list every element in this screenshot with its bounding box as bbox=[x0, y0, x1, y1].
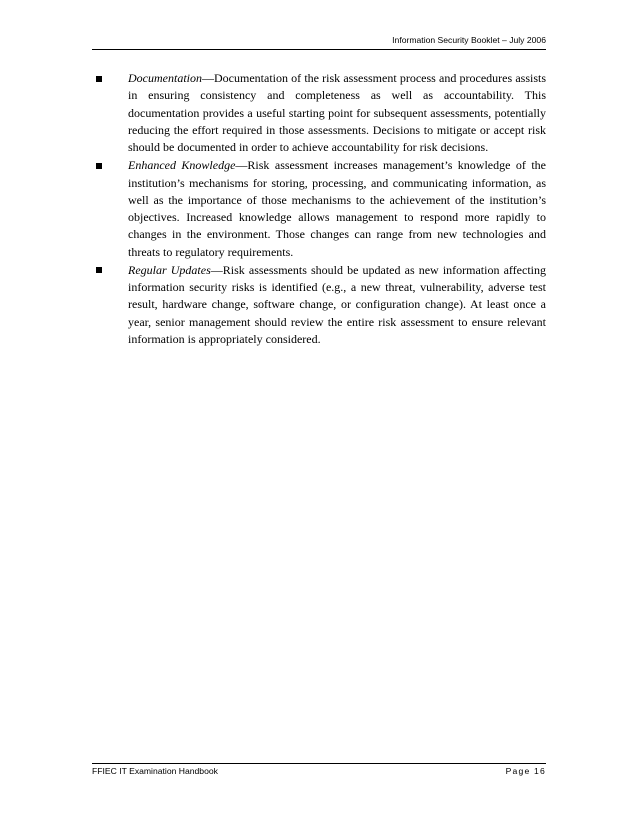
bullet-term: Enhanced Knowledge bbox=[128, 158, 236, 173]
list-item-regular-updates bbox=[128, 262, 546, 348]
header-rule bbox=[92, 49, 546, 50]
list-item-enhanced-knowledge bbox=[128, 157, 546, 261]
bullet-text: Documentation of the risk assessment process and procedures assists in ensuring consistency and completeness as well as accountability. This documentation provides a useful starting point for subsequent assessments, potentially reducing the effort required in those assessments. Decisions to mitigate or accept risk should be documented in order to achieve accountability for risk decisions. bbox=[128, 71, 546, 155]
square-bullet-icon bbox=[96, 163, 102, 169]
footer-handbook-title: FFIEC IT Examination Handbook bbox=[92, 766, 218, 776]
footer-rule bbox=[92, 763, 546, 764]
bullet-term: Regular Updates bbox=[128, 262, 211, 277]
bullet-text: Risk assessments should be updated as new information affecting information security risks is identified (e.g., a new threat, vulnerability, adverse test result, hardware change, software change, or configuration change). At least once a year, senior management should review the entire risk assessment to ensure relevant information is appropriately considered. bbox=[128, 262, 546, 347]
bullet-text: Risk assessment increases management’s knowledge of the institution’s mechanisms for storing, processing, and communicating information, as well as the importance of those mechanisms to the achievement of the institution’s objectives. Increased knowledge allows management to respond more rapidly to changes in the environment. Those changes can range from new technologies and threats to regulatory requirements. bbox=[128, 158, 546, 259]
page-number: Page 16 bbox=[505, 766, 546, 776]
square-bullet-icon bbox=[96, 267, 102, 273]
em-dash: — bbox=[235, 158, 248, 173]
bullet-list bbox=[128, 70, 546, 349]
bullet-term: Documentation bbox=[128, 71, 202, 85]
em-dash: — bbox=[210, 262, 223, 277]
list-item-documentation bbox=[128, 70, 546, 156]
running-header: Information Security Booklet – July 2006 bbox=[392, 35, 546, 45]
em-dash: — bbox=[202, 71, 214, 85]
square-bullet-icon bbox=[96, 76, 102, 82]
